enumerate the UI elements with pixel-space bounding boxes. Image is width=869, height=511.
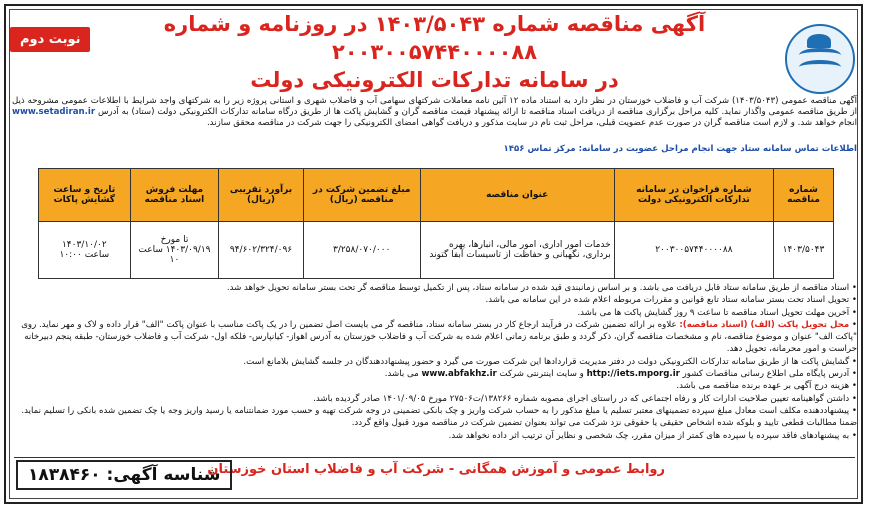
tender-table [38,168,834,279]
col-call-number: شماره فراخوان در سامانه تدارکات الکترونیکی دولت [614,169,773,222]
col-opening: تاریخ و ساعت گشایش پاکات [39,169,131,222]
note-item: • هزینه درج آگهی بر عهده برنده مناقصه می باشد. [676,381,857,392]
col-subject: عنوان مناقصه [420,169,614,222]
cell-opening [39,222,131,279]
notes-section [12,282,857,442]
second-publication-badge: نوبت دوم [10,27,90,52]
intro-paragraph [12,96,857,129]
note-item: • به پیشنهادهای فاقد سپرده یا سپرده های کمتر از میزان مقرر، چک شخصی و نظایر آن ترتیب اثر داده نخواهد شد. [448,430,857,441]
note-item: • تحویل اسناد تحت بستر سامانه ستاد تابع قوانین و مقررات مربوطه اعلام شده در این سامانه می باشد. [485,295,857,306]
cell-guarantee: ۳/۲۵۸/۰۷۰/۰۰۰ [303,222,420,279]
deadline-line-1: تا مورخ [160,235,189,245]
note-item: • گشایش پاکت ها از طریق سامانه تدارکات الکترونیکی دولت در دفتر مدیریت قراردادها این شرکت صورت می گیرد و حضور پیشنهاددهندگان در جلسه گشایش بلامانع است. [243,356,857,367]
note-item: • آخرین مهلت تحویل اسناد مناقصه تا ساعت ۹ روز گشایش پاکت ها می باشد. [577,307,857,318]
note-item: • داشتن گواهینامه تعیین صلاحیت ادارات کار و رفاه اجتماعی که در راستای اجرای مصوبه شماره ۱۳۸۲۶۶/ت۲۷۵۰۶ مورخ ۱۴۰۱/۰۹/۰۵ صادر گردیده باشد. [313,393,857,404]
ad-title [100,10,769,94]
title-line-1: آگهی مناقصه شماره ۱۴۰۳/۵۰۴۳ در روزنامه و شماره ۲۰۰۳۰۰۵۷۴۴۰۰۰۰۸۸ [163,12,706,64]
setad-website-link[interactable]: www.setadiran.ir [12,107,96,117]
cell-estimate: ۹۴/۶۰۲/۳۲۴/۰۹۶ [219,222,303,279]
table-row [39,222,834,279]
col-deadline: مهلت فروش اسناد مناقصه [130,169,219,222]
opening-date: ۱۴۰۳/۱۰/۰۲ [61,240,107,250]
water-company-logo-icon [785,24,855,94]
cell-call-number: ۲۰۰۳۰۰۵۷۴۴۰۰۰۰۸۸ [614,222,773,279]
col-guarantee: مبلغ تضمین شرکت در مناقصه (ریال) [303,169,420,222]
wave-icon [799,60,841,74]
water-drop-icon [807,34,831,48]
ad-id-number: شناسه آگهی: ۱۸۳۸۴۶۰ [16,460,232,490]
contact-info: اطلاعات تماس سامانه ستاد جهت انجام مراحل عضویت در سامانه: مرکز تماس ۱۴۵۶ [503,144,857,154]
intro-text-1: آگهی مناقصه عمومی (۱۴۰۳/۵۰۴۳) شرکت آب و فاضلاب خوزستان در نظر دارد به استناد ماده ۱۲ آئین نامه معاملات شرکتهای سهامی آب و فاضلاب شهری و استانی پروژه زیر را به شرکتهای واجد شرایط با اطلاعات عمومی مشروحه ذیل از طریق مناقصه عمومی واگذار نماید. کلیه مراحل برگزاری مناقصه از دریافت اسناد مناقصه تا ارائه پیشنهاد قیمت مناقصه گران و گشایش پاکت ها از طریق درگاه سامانه تدارکات الکترونیکی دولت (ستاد) به آدرس [12,96,857,117]
abfakhz-website-link[interactable]: www.abfakhz.ir [421,369,497,380]
opening-time: ساعت ۱۰:۰۰ [59,250,110,260]
deadline-line-2: ۱۴۰۳/۰۹/۱۹ ساعت ۱۰ [138,245,211,265]
envelope-note: • محل تحویل پاکت (الف) (اسناد مناقصه): علاوه بر ارائه تضمین شرکت در فرآیند ارجاع کار در بستر سامانه ستاد، مناقصه گر می بایست اصل تضمین را در یک پاکت مناسب با عنوان پاکت "الف" قرار داده و لاک و مهر نماید. روی "پاکت الف" عنوان و موضوع مناقصه، نام و مشخصات مناقصه گران، ذکر گردد و طبق برنامه زمانی اعلام شده به شرکت آب و فاضلاب خوزستان به آدرس اهواز- کیانپارس- فلکه اول- شرکت آب و فاضلاب خوزستان- طبقه پنجم دبیرخانه حراست و امور محرمانه، تحویل دهد. [21,319,857,355]
intro-text-2: انجام خواهد شد. و لازم است مناقصه گران در صورت عدم عضویت قبلی، مراحل ثبت نام در سایت مذکور و دریافت گواهی امضای الکترونیکی را جهت شرکت در مناقصه محقق سازند. [206,118,857,128]
note-item: • آدرس پایگاه ملی اطلاع رسانی مناقصات کشور http://iets.mporg.ir و سایت اینترنتی شرکت www.abfakhz.ir می باشد. [384,369,857,380]
iets-website-link[interactable]: http://iets.mporg.ir [586,369,680,380]
cell-subject: خدمات امور اداری، امور مالی، انبارها، بهره برداری، نگهبانی و حفاظت از تاسیسات آبفا گتوند [420,222,614,279]
note-item: • اسناد مناقصه از طریق سامانه ستاد قابل دریافت می باشد. و بر اساس زمانبندی قید شده در سامانه ستاد، پس از تکمیل توسط مناقصه گر تحت بستر سامانه تحویل خواهد شد. [226,283,857,293]
title-line-2: در سامانه تدارکات الکترونیکی دولت [250,68,619,92]
envelope-label: محل تحویل پاکت (الف) (اسناد مناقصه): [679,319,850,330]
cell-deadline [130,222,219,279]
organization-name: روابط عمومی و آموزش همگانی - شرکت آب و فاضلاب استان خوزستان [207,462,665,477]
col-tender-number: شماره مناقصه [774,169,834,222]
note-item: • پیشنهاددهنده مکلف است معادل مبلغ سپرده تضمینهای معتبر تسلیم یا مبلغ مذکور را به حساب شرکت واریز و چک بانکی تضمینی در وجه شرکت تهیه و حسب مورد ضمانتنامه یا رسید واریز وجه یا چک تضمین شده بانکی را تسلیم نماید. ضمنا مطالبات قطعی تایید و بلوکه شده اشخاص حقیقی یا حقوقی نزد شرکت می تواند بعنوان تضمین شرکت در مناقصه مورد قبول واقع گردد. [21,405,857,429]
ad-footer [14,457,855,494]
table-header-row [39,169,834,222]
col-estimate: برآورد تقریبی (ریال) [219,169,303,222]
cell-tender-number: ۱۴۰۳/۵۰۴۳ [774,222,834,279]
